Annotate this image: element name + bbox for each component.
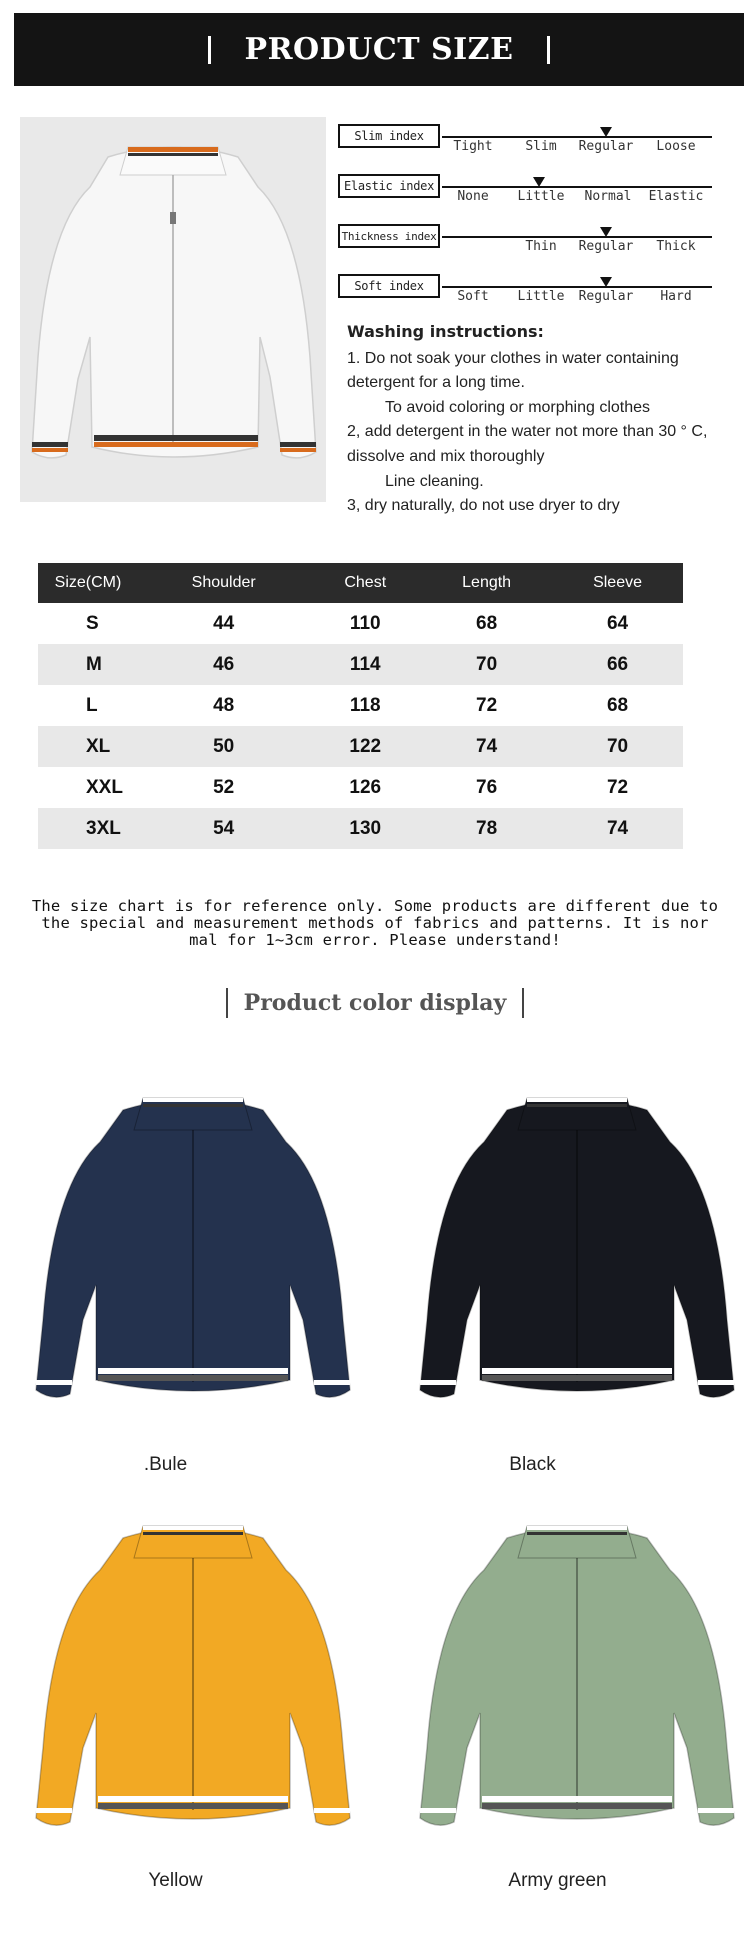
index-option: Regular <box>578 139 634 154</box>
size-table-header <box>38 563 683 603</box>
washing-title: Washing instructions: <box>347 322 544 341</box>
elastic-index-label: Elastic index <box>338 174 440 198</box>
chest-cell: 126 <box>349 776 382 798</box>
table-row <box>38 603 683 644</box>
index-option: Loose <box>656 139 696 154</box>
index-option: Hard <box>660 289 692 304</box>
washing-line: To avoid coloring or morphing clothes <box>385 398 651 416</box>
thickness-index-label: Thickness index <box>338 224 440 248</box>
white-jacket-illustration <box>20 117 326 502</box>
jacket-illustration <box>28 1070 358 1430</box>
shoulder-cell: 44 <box>213 612 235 634</box>
collar-stripe <box>143 1104 243 1107</box>
index-option: Slim <box>525 139 557 154</box>
washing-line: Line cleaning. <box>385 472 484 490</box>
index-option: Little <box>517 289 565 304</box>
cuff-stripe <box>698 1808 734 1813</box>
index-scale-line <box>442 236 712 238</box>
length-cell: 72 <box>476 694 498 716</box>
index-option: Thick <box>656 239 696 254</box>
size-cell: M <box>38 644 138 685</box>
page-title: PRODUCT SIZE <box>244 32 514 67</box>
jacket-collar <box>134 1526 252 1558</box>
jacket-collar <box>518 1526 636 1558</box>
hem-stripe <box>482 1796 672 1802</box>
chest-cell: 114 <box>309 644 421 685</box>
color-display-title: Product color display <box>243 990 507 1016</box>
chest-cell: 130 <box>309 808 421 849</box>
color-caption: Black <box>509 1454 556 1475</box>
elastic-index-row <box>338 172 714 206</box>
size-cell: L <box>86 694 98 716</box>
selected-pointer-icon <box>600 227 612 237</box>
index-option: Thin <box>525 239 557 254</box>
disclaimer-line: mal for 1~3cm error. Please understand! <box>189 931 561 949</box>
jacket-collar <box>518 1098 636 1130</box>
jacket-collar <box>134 1098 252 1130</box>
size-table <box>38 563 683 849</box>
header-divider <box>547 36 550 64</box>
hem-stripe <box>98 1368 288 1374</box>
hem-stripe <box>482 1368 672 1374</box>
yellow-jacket-photo <box>28 1498 358 1858</box>
shoulder-cell: 50 <box>138 726 309 767</box>
length-cell: 70 <box>421 644 552 685</box>
page-header <box>14 13 744 86</box>
washing-line: 2, add detergent in the water not more than 30 ° C, dissolve and mix thoroughly <box>347 423 708 465</box>
column-header: Sleeve <box>552 563 683 603</box>
table-row <box>38 767 683 808</box>
thickness-index-row <box>338 222 714 256</box>
index-option: Regular <box>578 289 634 304</box>
size-cell: 3XL <box>38 808 138 849</box>
index-option: Tight <box>453 139 493 154</box>
shoulder-cell: 52 <box>213 776 235 798</box>
size-cell: XXL <box>86 776 123 798</box>
collar-stripe <box>143 1526 243 1530</box>
header-divider <box>208 36 211 64</box>
collar-stripe <box>143 1098 243 1102</box>
cuff-stripe <box>420 1380 456 1385</box>
index-option: Little <box>517 189 565 204</box>
collar-stripe <box>527 1104 627 1107</box>
white-jacket-photo <box>20 117 326 502</box>
slim-index-label: Slim index <box>338 124 440 148</box>
size-disclaimer <box>16 898 734 949</box>
blue-jacket-photo <box>28 1070 358 1430</box>
sleeve-cell: 72 <box>606 776 629 798</box>
jacket-illustration <box>412 1070 742 1430</box>
sleeve-cell: 74 <box>552 808 683 849</box>
table-row <box>38 808 683 849</box>
length-cell: 74 <box>421 726 552 767</box>
disclaimer-line: the special and measurement methods of fabrics and patterns. It is nor <box>41 914 709 932</box>
color-caption: Army green <box>508 1870 607 1891</box>
hem-stripe <box>482 1375 672 1381</box>
washing-line: 1. Do not soak your clothes in water containing detergent for a long time. <box>347 349 679 392</box>
index-scale-line <box>442 186 712 188</box>
index-scale-line <box>442 136 712 138</box>
slim-index-row <box>338 122 714 156</box>
collar-stripe <box>527 1526 627 1530</box>
sleeve-cell: 70 <box>552 726 683 767</box>
index-option: Regular <box>578 239 634 254</box>
cuff-stripe <box>314 1380 350 1385</box>
heading-divider <box>226 988 228 1018</box>
cuff-stripe <box>420 1808 456 1813</box>
table-row <box>38 726 683 767</box>
index-option: None <box>457 189 489 204</box>
soft-index-row <box>338 272 714 306</box>
index-option: Soft <box>457 289 489 304</box>
jacket-illustration <box>28 1498 358 1858</box>
army-green-jacket-photo <box>412 1498 742 1858</box>
collar-stripe <box>527 1098 627 1102</box>
shoulder-cell: 54 <box>138 808 309 849</box>
heading-divider <box>522 988 524 1018</box>
index-option: Elastic <box>648 189 704 204</box>
chest-cell: 118 <box>349 694 381 716</box>
length-cell: 76 <box>476 776 498 798</box>
length-cell: 68 <box>476 612 498 634</box>
chest-cell: 122 <box>309 726 421 767</box>
column-header: Shoulder <box>138 563 309 603</box>
cuff-stripe <box>314 1808 350 1813</box>
shoulder-cell: 48 <box>213 694 235 716</box>
cuff-stripe <box>698 1380 734 1385</box>
chest-cell: 110 <box>349 612 381 634</box>
washing-line: 3, dry naturally, do not use dryer to dry <box>347 497 620 515</box>
selected-pointer-icon <box>600 277 612 287</box>
cuff-stripe <box>36 1808 72 1813</box>
index-scale-line <box>442 286 712 288</box>
collar-stripe <box>143 1532 243 1535</box>
soft-index-label: Soft index <box>338 274 440 298</box>
sleeve-cell: 64 <box>606 612 629 634</box>
selected-pointer-icon <box>600 127 612 137</box>
shoulder-cell: 46 <box>138 644 309 685</box>
table-row <box>38 685 683 726</box>
hem-stripe <box>98 1796 288 1802</box>
color-caption: .Bule <box>143 1454 188 1475</box>
size-cell: S <box>86 612 99 634</box>
column-header: Length <box>421 563 552 603</box>
column-header: Size(CM) <box>38 563 138 603</box>
table-row <box>38 644 683 685</box>
washing-instructions <box>347 320 737 519</box>
disclaimer-line: The size chart is for reference only. Some products are different due to <box>31 897 719 915</box>
length-cell: 78 <box>421 808 552 849</box>
size-cell: XL <box>38 726 138 767</box>
hem-stripe <box>482 1803 672 1809</box>
sleeve-cell: 66 <box>552 644 683 685</box>
cuff-stripe <box>36 1380 72 1385</box>
collar-stripe <box>527 1532 627 1535</box>
selected-pointer-icon <box>533 177 545 187</box>
color-display-heading <box>0 988 750 1018</box>
column-header: Chest <box>309 563 421 603</box>
hem-stripe <box>98 1375 288 1381</box>
sleeve-cell: 68 <box>606 694 629 716</box>
hem-stripe <box>98 1803 288 1809</box>
color-caption: Yellow <box>148 1870 203 1891</box>
black-jacket-photo <box>412 1070 742 1430</box>
index-option: Normal <box>584 189 632 204</box>
jacket-illustration <box>412 1498 742 1858</box>
